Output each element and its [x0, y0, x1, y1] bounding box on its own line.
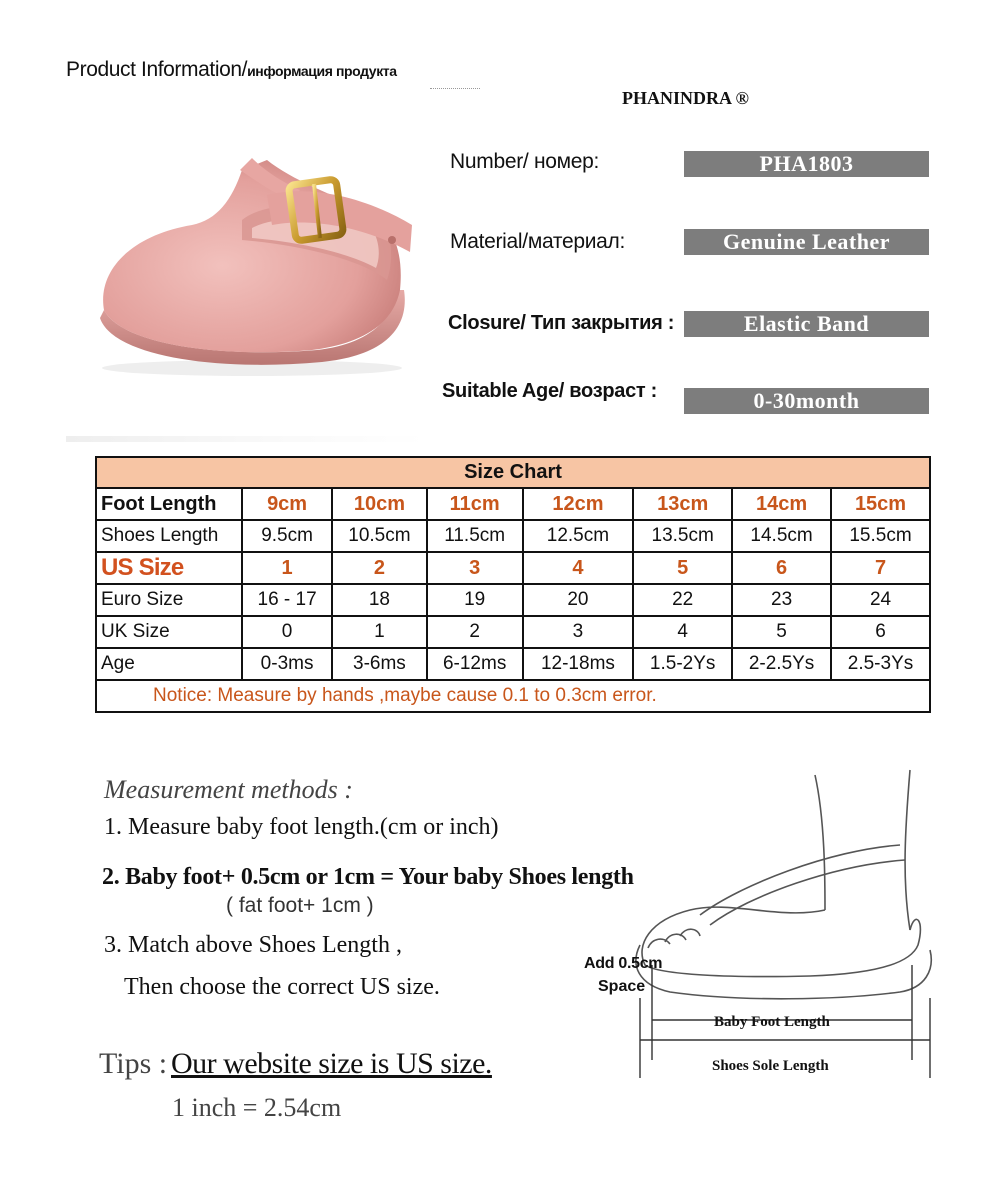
- spec-value-material: Genuine Leather: [684, 229, 929, 255]
- notice-text: Notice: Measure by hands ,maybe cause 0.1 to 0.3cm error.: [96, 680, 930, 712]
- step-3: 3. Match above Shoes Length ,: [104, 932, 402, 958]
- table-cell: 9cm: [242, 488, 332, 520]
- step-1: 1. Measure baby foot length.(cm or inch): [104, 814, 499, 840]
- table-cell: 0: [242, 616, 332, 648]
- space-label: Space: [598, 978, 646, 995]
- table-cell: 10cm: [332, 488, 427, 520]
- spec-label-material: Material/материал:: [450, 230, 626, 253]
- tips-label: Tips :: [99, 1047, 168, 1080]
- table-cell: 2: [427, 616, 523, 648]
- table-cell: 14.5cm: [732, 520, 831, 552]
- row-label: Age: [96, 648, 242, 680]
- table-cell: 3: [427, 552, 523, 584]
- pink-shoe-image: [92, 140, 422, 380]
- brand-name: PHANINDRA ®: [622, 88, 749, 108]
- add-space-label: Add 0.5cm: [584, 955, 663, 972]
- table-cell: 3-6ms: [332, 648, 427, 680]
- table-cell: 7: [831, 552, 930, 584]
- table-cell: 14cm: [732, 488, 831, 520]
- table-cell: 5: [732, 616, 831, 648]
- table-cell: 2.5-3Ys: [831, 648, 930, 680]
- divider-fade: [66, 436, 426, 442]
- table-cell: 6: [831, 616, 930, 648]
- spec-label-age: Suitable Age/ возраст :: [442, 380, 658, 402]
- spec-value-number: PHA1803: [684, 151, 929, 177]
- table-cell: 12-18ms: [523, 648, 634, 680]
- table-cell: 12cm: [523, 488, 634, 520]
- product-info-title: [66, 58, 397, 82]
- spec-value-closure: Elastic Band: [684, 311, 929, 337]
- size-chart-title: Size Chart: [96, 457, 930, 488]
- spec-label-closure: Closure/ Тип закрытия :: [448, 312, 675, 334]
- table-cell: 1.5-2Ys: [633, 648, 732, 680]
- table-row-euro-size: [96, 584, 930, 616]
- table-cell: 13cm: [633, 488, 732, 520]
- table-cell: 16 - 17: [242, 584, 332, 616]
- table-cell: 3: [523, 616, 634, 648]
- table-row-age: [96, 648, 930, 680]
- title-underline-dots: [430, 88, 480, 89]
- table-cell: 4: [523, 552, 634, 584]
- table-cell: 12.5cm: [523, 520, 634, 552]
- table-row-uk-size: [96, 616, 930, 648]
- table-cell: 10.5cm: [332, 520, 427, 552]
- table-cell: 1: [242, 552, 332, 584]
- table-cell: 13.5cm: [633, 520, 732, 552]
- row-label: UK Size: [96, 616, 242, 648]
- table-cell: 1: [332, 616, 427, 648]
- table-cell: 6-12ms: [427, 648, 523, 680]
- step-2: 2. Baby foot+ 0.5cm or 1cm = Your baby Shoes length: [102, 864, 634, 890]
- table-cell: 11.5cm: [427, 520, 523, 552]
- product-info-title-en: Product Information/: [66, 58, 248, 81]
- foot-measurement-diagram: [580, 760, 940, 1090]
- table-cell: 19: [427, 584, 523, 616]
- inch-conversion: 1 inch = 2.54cm: [172, 1093, 342, 1122]
- table-cell: 2-2.5Ys: [732, 648, 831, 680]
- step-3-cont: Then choose the correct US size.: [124, 974, 440, 1000]
- table-cell: 0-3ms: [242, 648, 332, 680]
- table-cell: 22: [633, 584, 732, 616]
- measurement-title: Measurement methods :: [104, 775, 353, 804]
- shoes-sole-length-label: Shoes Sole Length: [712, 1058, 829, 1074]
- row-label: Euro Size: [96, 584, 242, 616]
- table-cell: 4: [633, 616, 732, 648]
- row-label: Foot Length: [96, 488, 242, 520]
- row-label: US Size: [96, 552, 242, 584]
- row-label: Shoes Length: [96, 520, 242, 552]
- table-cell: 11cm: [427, 488, 523, 520]
- product-info-title-ru: информация продукта: [247, 63, 397, 79]
- spec-value-age: 0-30month: [684, 388, 929, 414]
- table-cell: 9.5cm: [242, 520, 332, 552]
- table-row-shoes-length: [96, 520, 930, 552]
- table-cell: 5: [633, 552, 732, 584]
- table-row-us-size: [96, 552, 930, 584]
- table-cell: 15.5cm: [831, 520, 930, 552]
- spec-label-number: Number/ номер:: [450, 150, 600, 173]
- table-row-foot-length: [96, 488, 930, 520]
- table-cell: 6: [732, 552, 831, 584]
- baby-foot-length-label: Baby Foot Length: [714, 1014, 830, 1030]
- table-cell: 18: [332, 584, 427, 616]
- tips-text: Our website size is US size.: [171, 1047, 492, 1080]
- table-cell: 24: [831, 584, 930, 616]
- step-2-note: ( fat foot+ 1cm ): [226, 894, 374, 917]
- table-cell: 20: [523, 584, 634, 616]
- table-cell: 15cm: [831, 488, 930, 520]
- table-row-notice: [96, 680, 930, 712]
- table-cell: 2: [332, 552, 427, 584]
- table-cell: 23: [732, 584, 831, 616]
- size-chart-table: [95, 456, 931, 713]
